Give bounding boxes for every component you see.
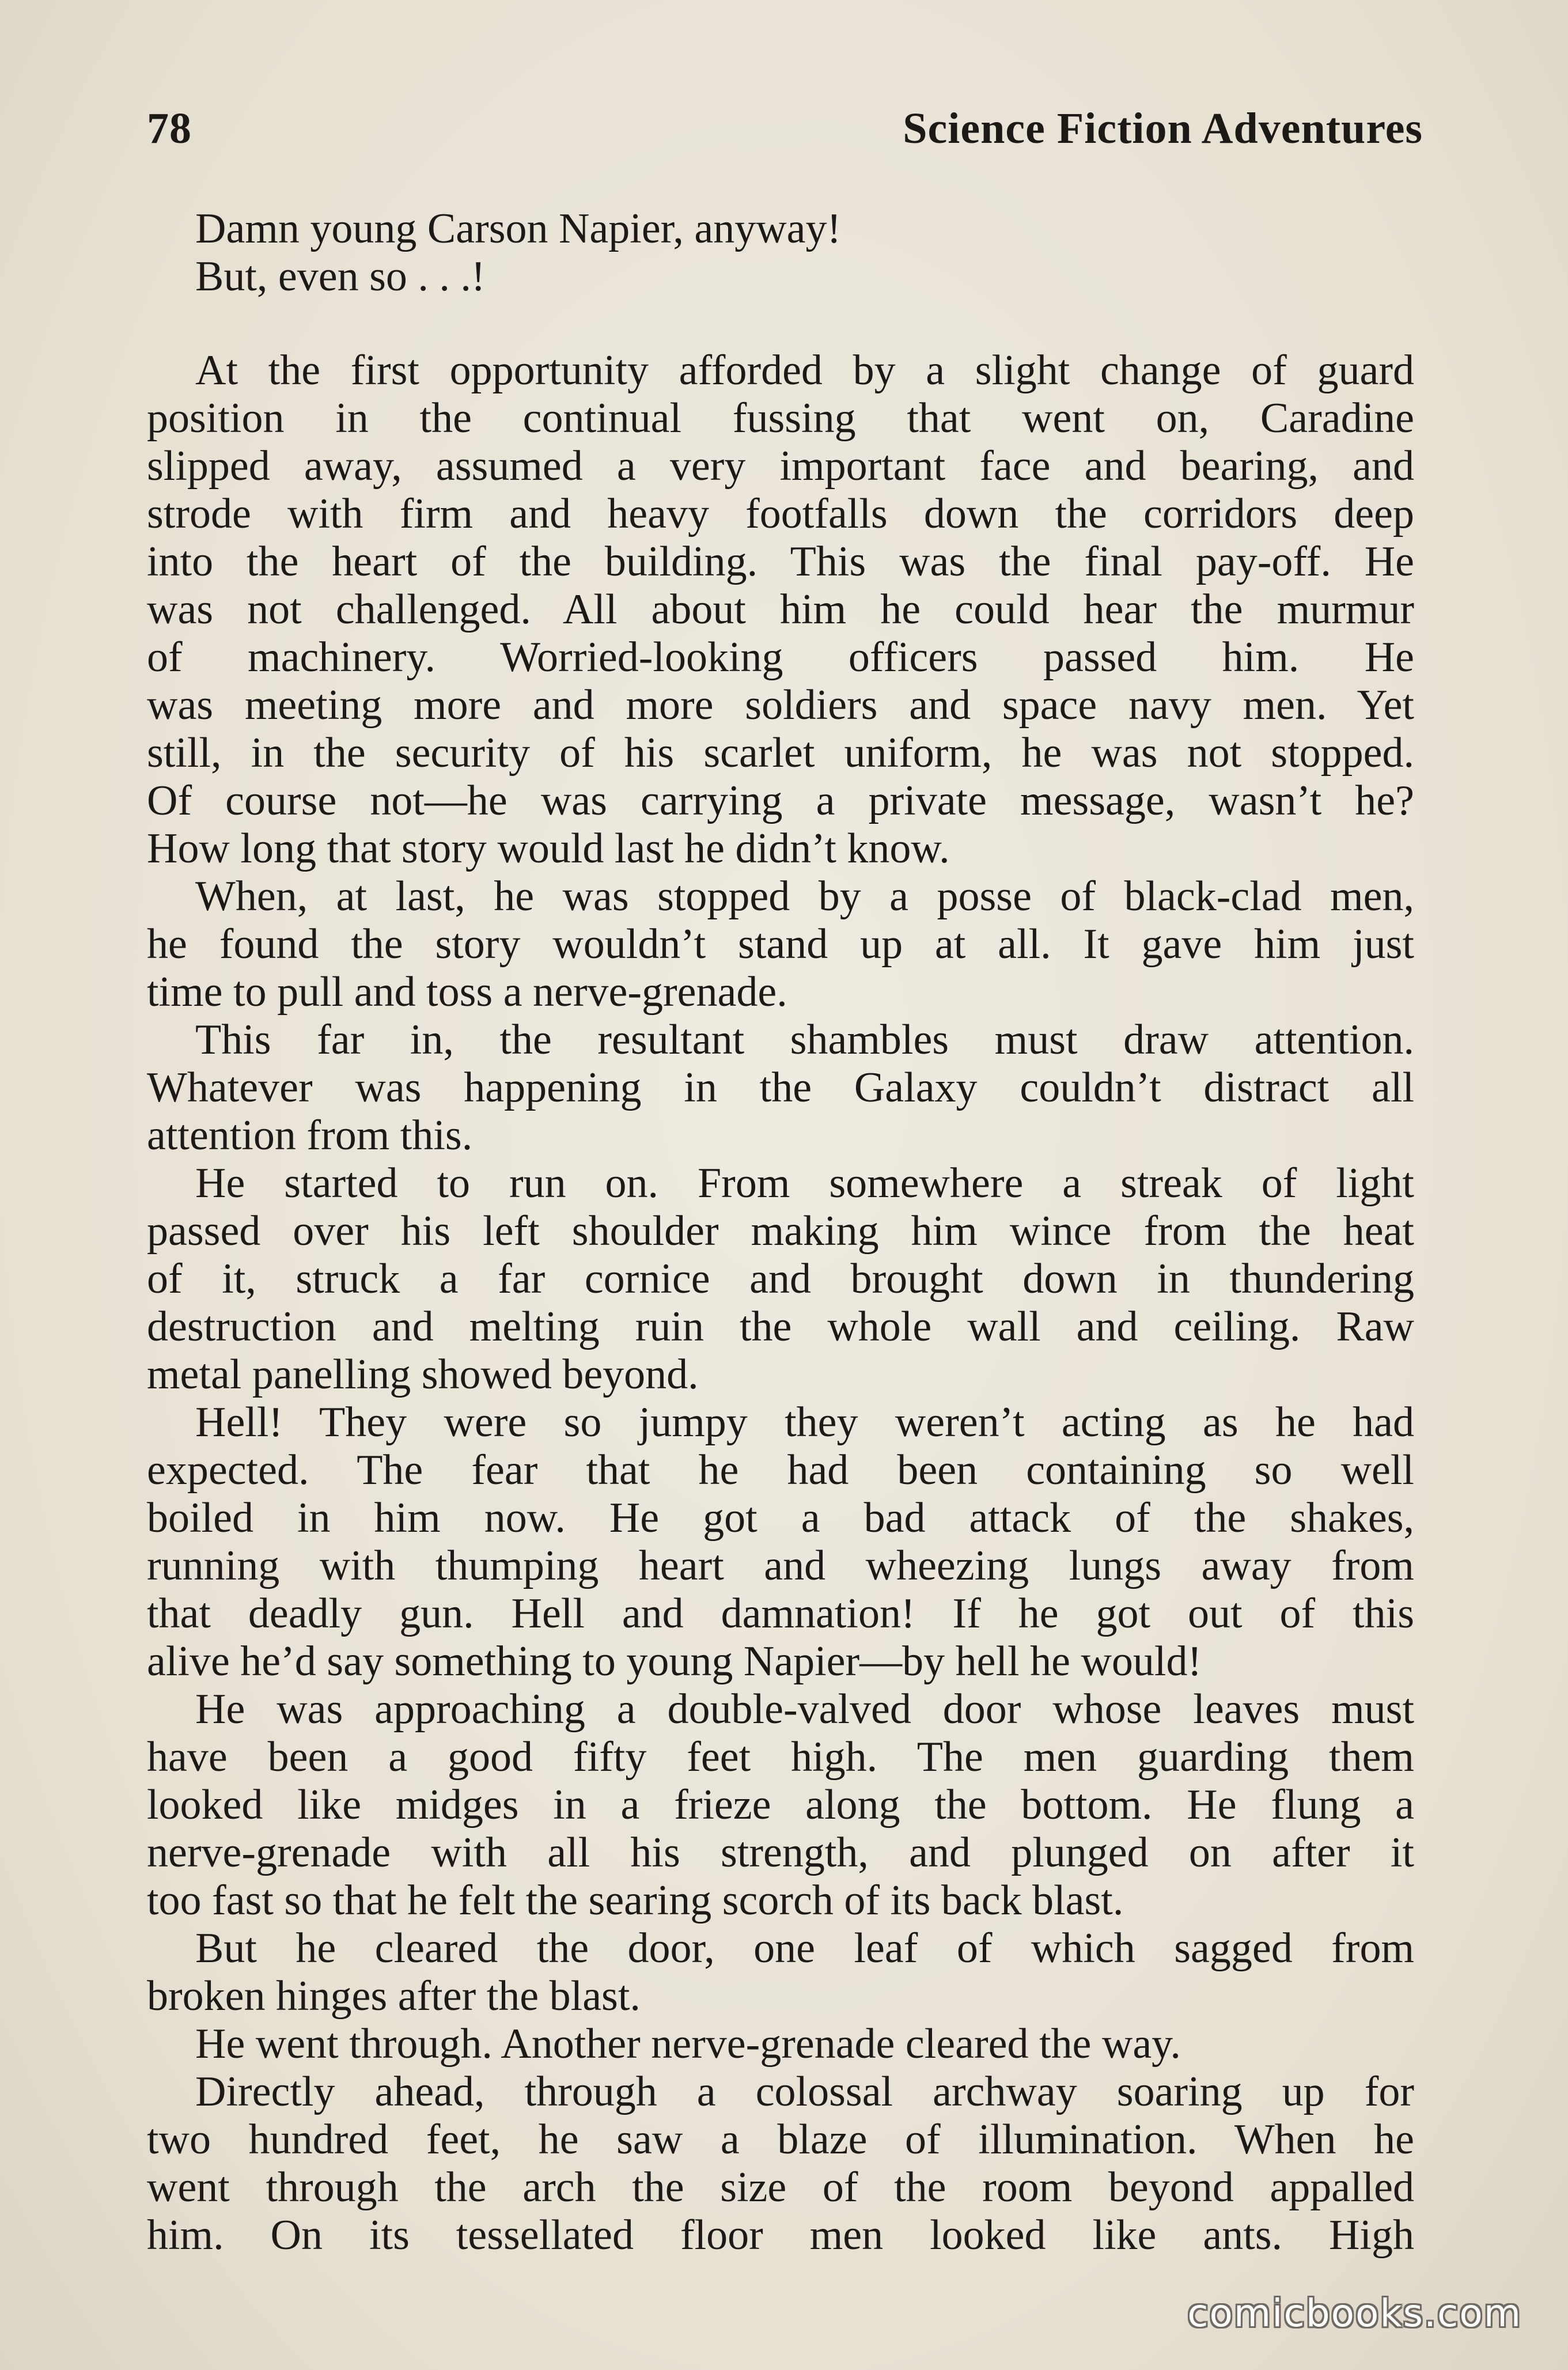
text-line: At the first opportunity afforded by a slight change of guard	[195, 347, 1414, 394]
text-line: broken hinges after the blast.	[147, 1973, 641, 2020]
text-line: Hell! They were so jumpy they weren’t acting as he had	[195, 1399, 1414, 1446]
text-line: He was approaching a double-valved door whose leaves must	[195, 1686, 1414, 1733]
text-line: of machinery. Worried-looking officers passed him. He	[147, 634, 1414, 681]
paragraph	[147, 1399, 1414, 1686]
text-line: Whatever was happening in the Galaxy couldn’t distract all	[147, 1064, 1414, 1111]
text-line: that deadly gun. Hell and damnation! If he got out of this	[147, 1590, 1414, 1637]
text-line: strode with firm and heavy footfalls down the corridors deep	[147, 490, 1414, 537]
text-line: How long that story would last he didn’t know.	[147, 825, 950, 872]
opening-line: Damn young Carson Napier, anyway!	[195, 205, 842, 252]
text-line: When, at last, he was stopped by a posse of black-clad men,	[195, 873, 1414, 920]
text-line: This far in, the resultant shambles must draw attention.	[195, 1016, 1414, 1063]
text-line: he found the story wouldn’t stand up at all. It gave him just	[147, 921, 1414, 968]
text-line: boiled in him now. He got a bad attack of the shakes,	[147, 1494, 1414, 1542]
text-line: of it, struck a far cornice and brought down in thundering	[147, 1255, 1414, 1303]
page-number: 78	[147, 104, 192, 153]
watermark: comicbooks.com	[1187, 2291, 1522, 2335]
text-line: passed over his left shoulder making him wince from the heat	[147, 1207, 1414, 1255]
text-line: was meeting more and more soldiers and space navy men. Yet	[147, 682, 1414, 729]
section-break	[147, 301, 1414, 347]
paragraph	[147, 2020, 1414, 2068]
text-line: expected. The fear that he had been containing so well	[147, 1447, 1414, 1494]
body-text	[147, 205, 1414, 2259]
text-line: destruction and melting ruin the whole wall and ceiling. Raw	[147, 1303, 1414, 1350]
text-line: two hundred feet, he saw a blaze of illumination. When he	[147, 2116, 1414, 2163]
text-line: Of course not—he was carrying a private message, wasn’t he?	[147, 777, 1414, 824]
text-line: He went through. Another nerve-grenade cleared the way.	[195, 2020, 1181, 2068]
text-line: too fast so that he felt the searing scorch of its back blast.	[147, 1877, 1124, 1924]
paragraph	[147, 1925, 1414, 2020]
running-title: Science Fiction Adventures	[903, 104, 1423, 153]
text-line: alive he’d say something to young Napier—by hell he would!	[147, 1638, 1202, 1685]
text-line: into the heart of the building. This was the final pay-off. He	[147, 538, 1414, 585]
text-line: nerve-grenade with all his strength, and plunged on after it	[147, 1829, 1414, 1876]
text-line: running with thumping heart and wheezing lungs away from	[147, 1542, 1414, 1589]
paragraph	[147, 1160, 1414, 1399]
text-line: slipped away, assumed a very important face and bearing, and	[147, 442, 1414, 490]
text-line: have been a good fifty feet high. The men guarding them	[147, 1733, 1414, 1781]
text-line: position in the continual fussing that went on, Caradine	[147, 395, 1414, 442]
text-line: still, in the security of his scarlet uniform, he was not stopped.	[147, 729, 1414, 777]
opening-line: But, even so . . .!	[195, 253, 486, 300]
paragraph	[147, 1016, 1414, 1160]
text-line: him. On its tessellated floor men looked like ants. High	[147, 2212, 1414, 2259]
paragraph	[147, 873, 1414, 1016]
text-line: went through the arch the size of the room beyond appalled	[147, 2164, 1414, 2211]
paragraph	[147, 2068, 1414, 2259]
text-line: time to pull and toss a nerve-grenade.	[147, 968, 787, 1016]
text-line: attention from this.	[147, 1112, 473, 1159]
text-line: metal panelling showed beyond.	[147, 1351, 699, 1398]
text-line: looked like midges in a frieze along the bottom. He flung a	[147, 1781, 1414, 1828]
text-line: was not challenged. All about him he could hear the murmur	[147, 586, 1414, 633]
text-line: Directly ahead, through a colossal archway soaring up for	[195, 2068, 1414, 2115]
paragraph	[147, 1686, 1414, 1925]
text-line: But he cleared the door, one leaf of which sagged from	[195, 1925, 1414, 1972]
page-header	[147, 104, 1423, 161]
text-line: He started to run on. From somewhere a streak of light	[195, 1160, 1414, 1207]
paragraph	[147, 347, 1414, 873]
